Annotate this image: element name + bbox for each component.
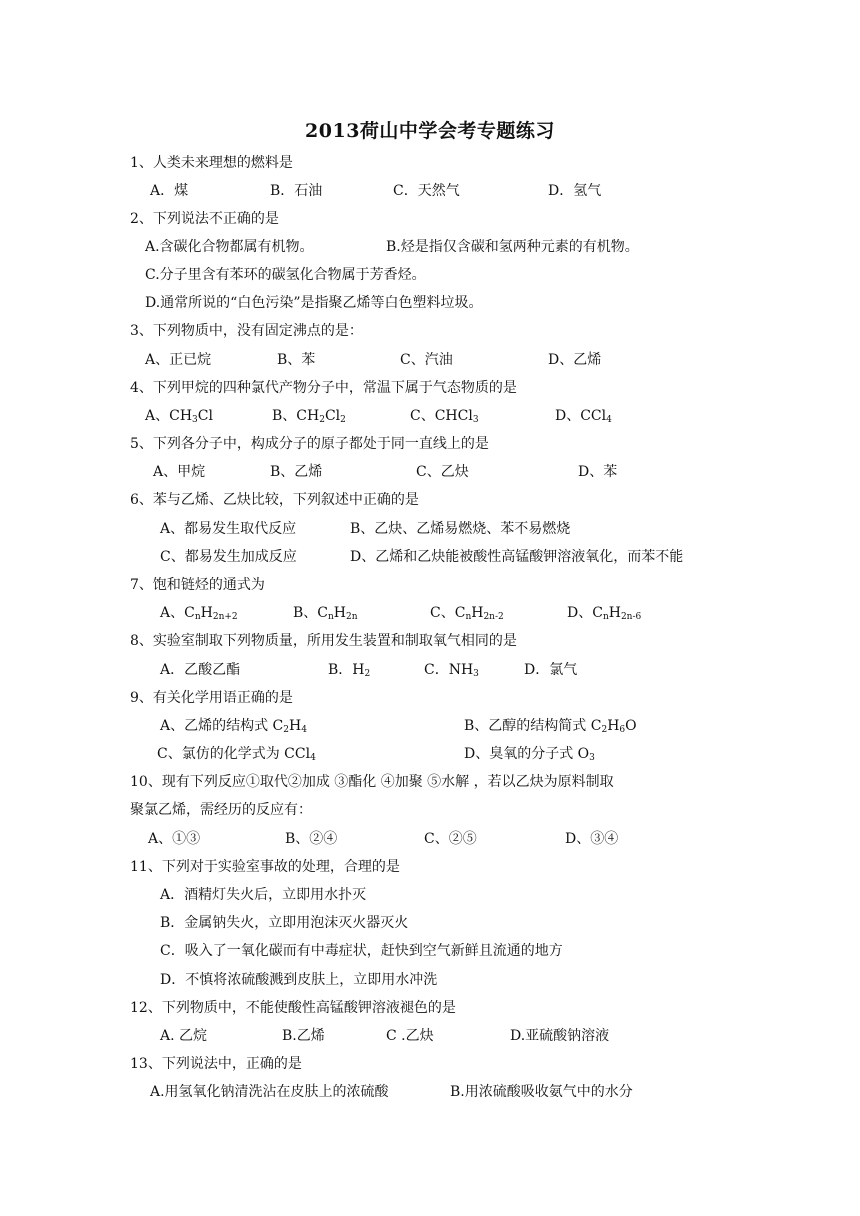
question-6-option-b: B、乙炔、乙烯易燃烧、苯不易燃烧 <box>350 521 571 537</box>
question-8-stem: 8、实验室制取下列物质量，所用发生装置和制取氧气相同的是 <box>130 633 517 649</box>
question-7-option-d: D、$C_nH_{2n-6}$ <box>567 605 642 622</box>
question-8-option-a: A．乙酸乙酯 <box>160 662 241 678</box>
question-11-stem: 11、下列对于实验室事故的处理，合理的是 <box>130 859 400 875</box>
question-5-option-d: D、苯 <box>578 464 618 480</box>
question-9-option-b: B、乙醇的结构简式 $C_2H_6O$ <box>464 718 637 735</box>
question-12-option-b: B.乙烯 <box>282 1028 325 1044</box>
question-6-option-c: C、都易发生加成反应 <box>160 549 297 565</box>
question-13-option-b: B.用浓硫酸吸收氨气中的水分 <box>450 1084 633 1100</box>
question-13-stem: 13、下列说法中，正确的是 <box>130 1056 302 1072</box>
question-11-option-d: D．不慎将浓硫酸溅到皮肤上，立即用水冲洗 <box>160 972 438 988</box>
question-8-option-d: D．氯气 <box>524 662 578 678</box>
question-13-option-a: A.用氢氧化钠清洗沾在皮肤上的浓硫酸 <box>150 1084 389 1100</box>
question-4-option-a: A、$CH_3Cl$ <box>145 408 213 425</box>
question-10-option-a: A、①③ <box>148 831 201 847</box>
question-4-option-d: D、CCl$_4$ <box>555 408 612 425</box>
question-11-option-a: A．酒精灯失火后，立即用水扑灭 <box>160 887 367 903</box>
question-8-option-b: B．$H_2$ <box>328 662 371 679</box>
question-7-stem: 7、饱和链烃的通式为 <box>130 577 265 593</box>
question-1-option-a: A．煤 <box>150 183 189 199</box>
question-12-option-c: C .乙炔 <box>386 1028 434 1044</box>
question-8-option-c: C．$NH_3$ <box>424 662 479 679</box>
question-2-option-b: B.烃是指仅含碳和氢两种元素的有机物。 <box>386 239 639 255</box>
question-1-stem: 1、人类未来理想的燃料是 <box>130 155 293 171</box>
question-3-option-d: D、乙烯 <box>548 352 602 368</box>
question-7-option-c: C、$C_nH_{2n-2}$ <box>430 605 504 622</box>
question-3-stem: 3、下列物质中，没有固定沸点的是： <box>130 323 363 339</box>
question-10-stem: 10、现有下列反应①取代②加成 ③酯化 ④加聚 ⑤水解 ，若以乙炔为原料制取 <box>130 774 614 790</box>
question-2-stem: 2、下列说法不正确的是 <box>130 211 279 227</box>
question-2-option-a: A.含碳化合物都属有机物。 <box>145 239 314 255</box>
question-4-option-b: B、$CH_2Cl_2$ <box>272 408 346 425</box>
page-title: 2013荷山中学会考专题练习 <box>305 120 555 142</box>
question-5-stem: 5、下列各分子中，构成分子的原子都处于同一直线上的是 <box>130 436 489 452</box>
question-6-option-d: D、乙烯和乙炔能被酸性高锰酸钾溶液氧化，而苯不能 <box>350 549 684 565</box>
question-12-option-a: A. 乙烷 <box>160 1028 208 1044</box>
question-9-option-a: A、乙烯的结构式 $C_2H_4$ <box>160 718 307 735</box>
question-9-stem: 9、有关化学用语正确的是 <box>130 690 293 706</box>
question-10-option-b: B、②④ <box>285 831 338 847</box>
question-6-stem: 6、苯与乙烯、乙炔比较，下列叙述中正确的是 <box>130 492 419 508</box>
question-4-stem: 4、下列甲烷的四种氯代产物分子中，常温下属于气态物质的是 <box>130 380 517 396</box>
question-3-option-a: A、正已烷 <box>145 352 212 368</box>
question-12-stem: 12、下列物质中，不能使酸性高锰酸钾溶液褪色的是 <box>130 1000 456 1016</box>
question-10-stem-continued: 聚氯乙烯，需经历的反应有： <box>130 802 312 818</box>
question-7-option-a: A、$C_nH_{2n+2}$ <box>160 605 238 622</box>
question-1-option-d: D．氢气 <box>548 183 602 199</box>
question-9-option-d: D、臭氧的分子式 $O_3$ <box>464 746 595 763</box>
question-2-option-d: D.通常所说的“白色污染”是指聚乙烯等白色塑料垃圾。 <box>145 295 483 311</box>
question-6-option-a: A、都易发生取代反应 <box>160 521 297 537</box>
question-11-option-b: B．金属钠失火，立即用泡沫灭火器灭火 <box>160 915 409 931</box>
question-7-option-b: B、$C_nH_{2n}$ <box>293 605 358 622</box>
question-1-option-b: B．石油 <box>270 183 323 199</box>
question-3-option-c: C、汽油 <box>400 352 453 368</box>
question-9-option-c: C、氯仿的化学式为 CCl$_4$ <box>157 746 316 763</box>
question-2-option-c: C.分子里含有苯环的碳氢化合物属于芳香烃。 <box>145 267 426 283</box>
question-4-option-c: C、CHCl$_3$ <box>410 408 479 425</box>
question-1-option-c: C．天然气 <box>393 183 460 199</box>
question-5-option-b: B、乙烯 <box>270 464 323 480</box>
question-10-option-d: D、③④ <box>565 831 619 847</box>
question-12-option-d: D.亚硫酸钠溶液 <box>510 1028 610 1044</box>
question-11-option-c: C．吸入了一氧化碳而有中毒症状，赶快到空气新鲜且流通的地方 <box>160 943 563 959</box>
question-5-option-c: C、乙炔 <box>416 464 469 480</box>
question-10-option-c: C、②⑤ <box>424 831 477 847</box>
question-3-option-b: B、苯 <box>277 352 316 368</box>
question-5-option-a: A、甲烷 <box>153 464 206 480</box>
